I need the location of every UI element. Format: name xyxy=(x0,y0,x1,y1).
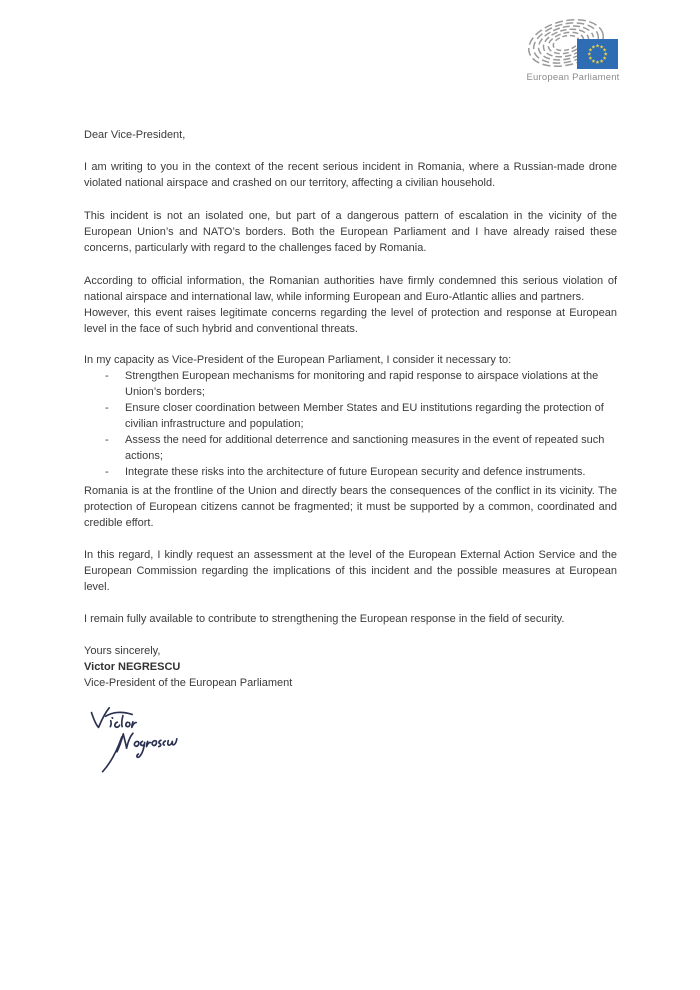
signer-title: Vice-President of the European Parliament xyxy=(84,677,293,689)
ep-logo-caption: European Parliament xyxy=(526,72,620,83)
list-intro: In my capacity as Vice-President of the European Parliament, I consider it necessary to: xyxy=(84,354,512,366)
bullet-dash: - xyxy=(105,434,109,446)
paragraph-incident: I am writing to you in the context of the recent serious incident in Romania, where a Russian-made drone violated national airspace and crashed on our territory, affecting a civilian household. xyxy=(84,161,617,189)
handwritten-signature xyxy=(85,703,617,775)
closing-formula: Yours sincerely, xyxy=(84,645,161,657)
list-item xyxy=(84,432,617,464)
list-item-text: Ensure closer coordination between Member States and EU institutions regarding the protection of civilian infrastructure and population; xyxy=(125,402,604,430)
signature-block xyxy=(84,643,617,691)
bullet-dash: - xyxy=(105,402,109,414)
paragraph-authorities: According to official information, the Romanian authorities have firmly condemned this serious violation of national airspace and international law, while informing European and Euro-Atlantic allies and partners. xyxy=(84,275,617,303)
list-item-text: Assess the need for additional deterrence and sanctioning measures in the event of repeated such actions; xyxy=(125,434,605,462)
list-item xyxy=(84,464,617,480)
signer-name: Victor NEGRESCU xyxy=(84,661,181,673)
bullet-dash: - xyxy=(105,466,109,478)
salutation: Dear Vice-President, xyxy=(84,129,186,141)
list-item xyxy=(84,368,617,400)
paragraph-concerns: However, this event raises legitimate concerns regarding the level of protection and response at European level in the face of such hybrid and conventional threats. xyxy=(84,307,617,335)
signature-ink-image xyxy=(85,703,180,775)
measures-list xyxy=(84,352,617,480)
paragraph-availability: I remain fully available to contribute to strengthening the European response in the field of security. xyxy=(84,613,565,625)
list-item-text: Strengthen European mechanisms for monitoring and rapid response to airspace violations at the Union’s borders; xyxy=(125,370,599,398)
ep-logo xyxy=(526,13,620,84)
list-item xyxy=(84,400,617,432)
paragraph-frontline: Romania is at the frontline of the Union and directly bears the consequences of the conflict in its vicinity. The protection of European citizens cannot be fragmented; it must be supported by a common, coordinated and credible effort. xyxy=(84,485,617,529)
bullet-dash: - xyxy=(105,370,109,382)
ep-hemicycle-flag-icon xyxy=(526,13,620,71)
eu-flag xyxy=(577,39,618,69)
paragraph-request: In this regard, I kindly request an assessment at the level of the European External Action Service and the European Commission regarding the implications of this incident and the possible measures at European level. xyxy=(84,549,617,593)
paragraph-pattern: This incident is not an isolated one, but part of a dangerous pattern of escalation in the vicinity of the European Union’s and NATO’s borders. Both the European Parliament and I have already raised these concerns, particularly with regard to the challenges faced by Romania. xyxy=(84,210,617,254)
list-item-text: Integrate these risks into the architecture of future European security and defence instruments. xyxy=(125,466,586,478)
letter-body xyxy=(84,127,617,775)
